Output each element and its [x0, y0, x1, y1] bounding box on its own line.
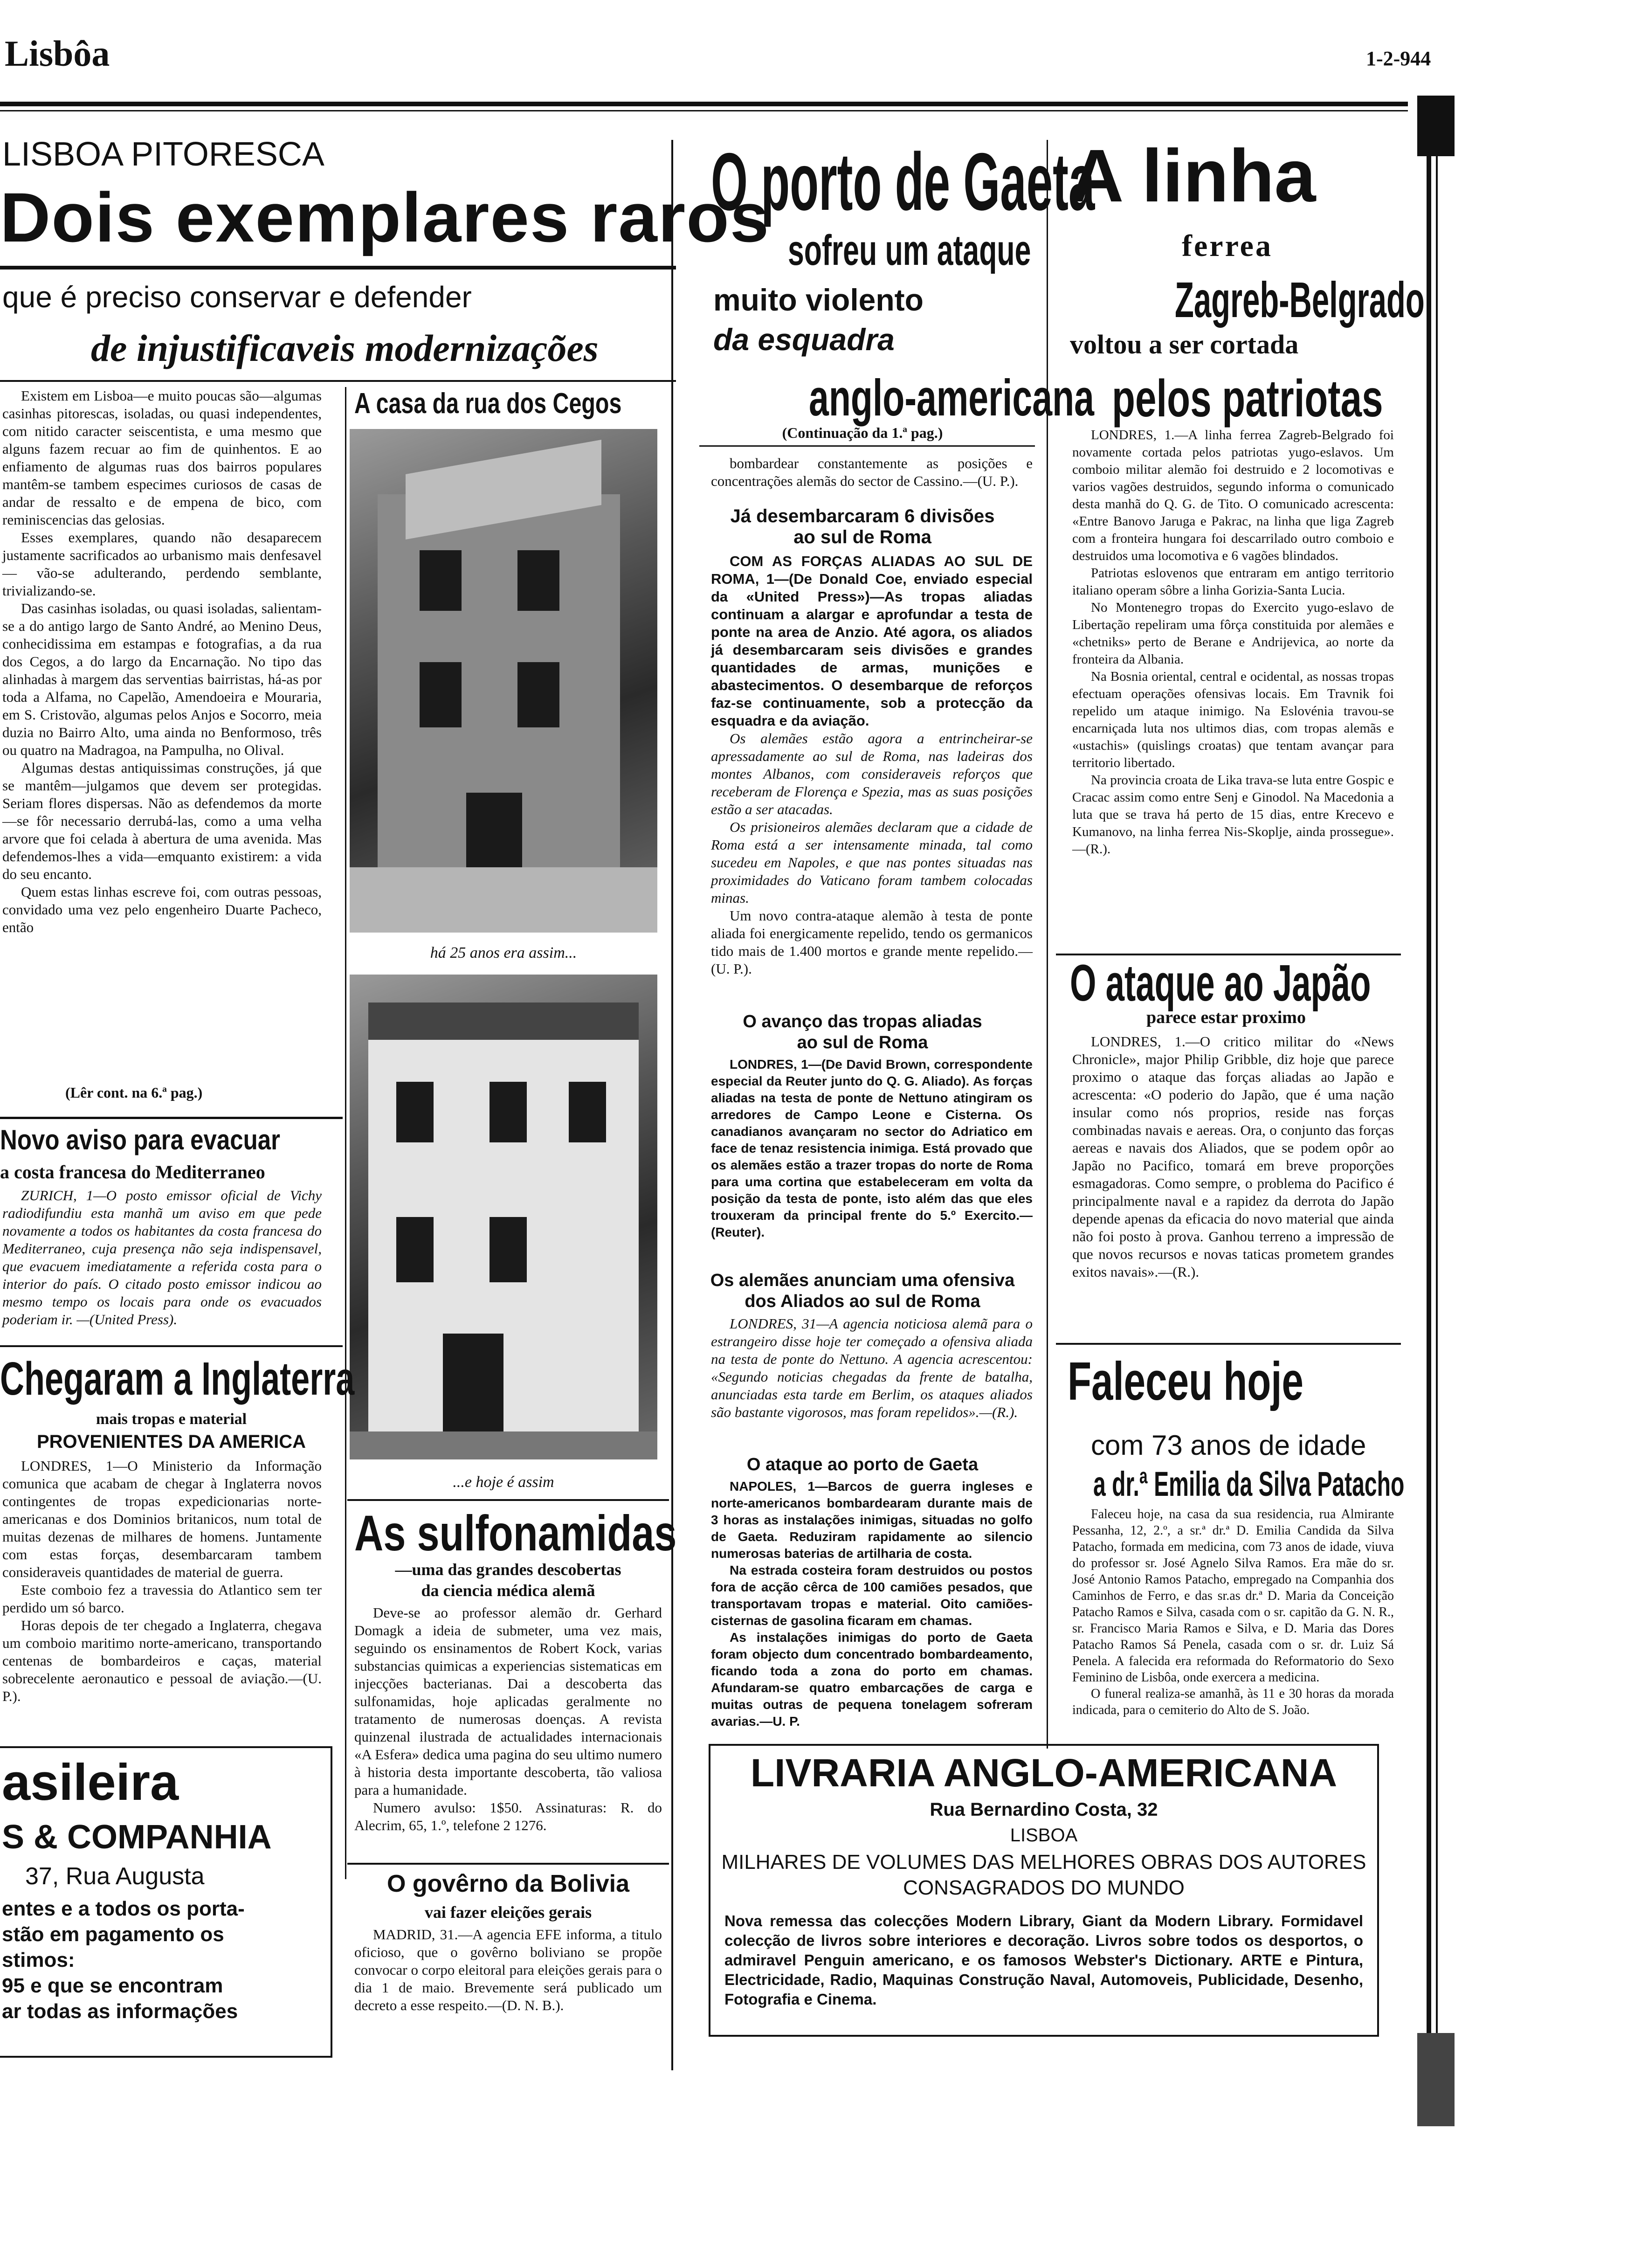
- gaeta-h-ofensiva2: dos Aliados ao sul de Roma: [745, 1292, 980, 1311]
- sulfonamidas-headline: As sulfonamidas: [354, 1505, 677, 1561]
- gaeta-divisoes-bold: COM AS FORÇAS ALIADAS AO SUL DE ROMA, 1—(De Donald Coe, enviado especial da «United Press»)—As tropas aliadas continuam a alargar e aprofundar a testa de ponte na area de Anzio. Até agora, os aliados já desembarcaram seis divisões e grandes quantidades de armas, munições e abastecimentos. O desembarque de reforços faz-se continuamente, sob a protecção da esquadra e da aviação.: [711, 553, 1033, 729]
- gaeta-divisoes-ital2: Os prisioneiros alemães declaram que a cidade de Roma está a ser intensamente minada, tal como sucedeu em Napoles, e que nas pontes situadas nas proximidades do Vaticano foram tambem colocadas minas.: [711, 819, 1033, 906]
- aviso-headline: Novo aviso para evacuar: [0, 1124, 280, 1155]
- linha-sub2: Zagreb-Belgrado: [1175, 271, 1425, 328]
- gaeta-divisoes-body: [711, 553, 1033, 977]
- sulfonamidas-body: [354, 1604, 662, 1837]
- bolivia-headline: O govêrno da Bolivia: [386, 1870, 630, 1897]
- linha-sub1: ferrea: [1182, 229, 1273, 263]
- livraria-address: Rua Bernardino Costa, 32: [930, 1799, 1158, 1820]
- bolivia-sub: vai fazer eleições gerais: [424, 1903, 592, 1922]
- livraria-tag2: CONSAGRADOS DO MUNDO: [903, 1876, 1185, 1899]
- ad-left-box: [0, 1746, 332, 2058]
- ad-left-line6: stimos:: [2, 1949, 75, 1971]
- gaeta-avanco-paragraph: LONDRES, 1—(De David Brown, correspondente especial da Reuter junto do Q. G. Aliado). As forças aliadas na testa de ponte de Nettuno atingiram os arredores de Campo Leone e Cisterna. Os canadianos avançaram no sector do Adriatico em face de tenaz resistencia inimiga. Está provado que os alemães estão a trazer tropas do norte de Roma para uma cortina que estabeleceram em volta da posição da testa de ponte, isto além das que eles trouxeram da principal frente do 5.º Exercito.—(Reuter).: [711, 1057, 1033, 1239]
- faleceu-paragraph: Faleceu hoje, na casa da sua residencia, rua Almirante Pessanha, 12, 2.º, a sr.ª dr.ª D. Emilia Candida da Silva Patacho, formada em medicina, com 73 anos de idade, viuva do professor sr. José Agnelo Silva Ramos. Era mãe do sr. José Antonio Ramos Patacho, empregado na Companhia dos Caminhos de Ferro, e das sr.as dr.ª D. Maria da Conceição Patacho Ramos e Silva, casada com o sr. capitão da G. N. R., sr. Francisco Maria Ramos e Silva, e D. Maria das Dores Patacho Ramos Sá Penela, casada com o sr. dr. Luiz Sá Penela. A falecida era reformada do Reformatorio do Sexo Feminino de Lisbôa, onde exercera a medicina.: [1072, 1507, 1394, 1685]
- ad-left-line5: stão em pagamento os: [2, 1923, 224, 1946]
- pitoresca-paragraph: Quem estas linhas escreve foi, com outras pessoas, convidado uma vez pelo engenheiro Duarte Pacheco, então: [2, 884, 322, 935]
- gaeta-porto-body: [711, 1478, 1033, 1758]
- masthead-date: 1-2-944: [1366, 47, 1431, 70]
- aviso-paragraph: ZURICH, 1—O posto emissor oficial de Vichy radiodifundiu esta manhã um aviso em que pede novamente a todos os habitantes da costa francesa do Mediterraneo, cuja presença não seja indispensavel, que evacuem imediatamente a referida costa para o interior do país. O citado posto emissor indicou ao mesmo tempo os locais para onde os evacuados poderiam ir. —(United Press).: [2, 1187, 322, 1328]
- livraria-name: LIVRARIA ANGLO-AMERICANA: [750, 1751, 1338, 1795]
- gaeta-avanco-body: [711, 1056, 1033, 1261]
- photo-caption-1: há 25 anos era assim...: [430, 944, 577, 961]
- pitoresca-end-rule: [0, 1117, 343, 1119]
- gaeta-sub1: sofreu um ataque: [788, 227, 1031, 274]
- gaeta-divisoes-end: Um novo contra-ataque alemão à testa de ponte aliada foi energicamente repelido, tendo os germanicos tido mais de 1.400 mortos e grande mente repelido.—(U. P.).: [711, 907, 1033, 977]
- livraria-text: Nova remessa das colecções Modern Library, Giant da Modern Library. Formidavel colecção de livros sobre interiores e decoração. Livros sobre todos os desportos, o admiravel Penguin americano, e os famosos Webster's Dictionary. ARTE e Pintura, Electricidade, Radio, Maquinas Construção Naval, Automoveis, Publicidade, Desenho, Fotografia e Cinema.: [724, 1912, 1363, 2008]
- ad-left-line8: ar todas as informações: [2, 2000, 238, 2023]
- sulfonamidas-price: Numero avulso: 1$50. Assinaturas: R. do Alecrim, 65, 1.º, telefone 2 1276.: [354, 1799, 662, 1833]
- pitoresca-deck1: que é preciso conservar e defender: [2, 280, 472, 314]
- masthead-rule-thin: [0, 110, 1408, 111]
- pitoresca-paragraph: Esses exemplares, quando não desaparecem justamente sacrificados ao urbanismo mais denfesavel — vão-se adulterando, perdendo semblante, trivializando-se.: [2, 529, 322, 599]
- linha-paragraph: Patriotas eslovenos que entraram em antigo territorio italiano operam sôbre a linha Gorizia-Santa Lucia.: [1072, 566, 1394, 598]
- livraria-ad-box: [709, 1744, 1379, 2037]
- sulfonamidas-sub1: —uma das grandes descobertas: [395, 1560, 621, 1579]
- photo-caption-2: ...e hoje é assim: [453, 1473, 554, 1491]
- photo-old-house: [350, 429, 657, 933]
- pitoresca-paragraph: Das casinhas isoladas, ou quasi isoladas, salientam-se a do antigo largo de Santo André, ao Menino Deus, conhecidissima em estampas e fotografias, a da rua dos Cegos, a do largo da Encarnação. No tipo das alinhadas à margem das serventias bairristas, há-as por toda a Alfama, no Capelão, Amendoeira e Mouraria, em S. Cristovão, algumas pelos Anjos e Socorro, meia duzia no Bairro Alto, uma ainda no Benformoso, três ou quatro na Madragoa, na Pampulha, no Olival.: [2, 600, 322, 758]
- ad-left-line7: 95 e que se encontram: [2, 1974, 223, 1997]
- gaeta-porto-paragraph: Na estrada costeira foram destruidos ou postos fora de acção cêrca de 100 camiões pesados, que transportavam tropas e material. Oito camiões-cisternas de gasolina ficaram em chamas.: [711, 1563, 1033, 1628]
- gaeta-cont-rule: [699, 445, 1035, 447]
- sulfonamidas-sub2: da ciencia médica alemã: [421, 1581, 595, 1600]
- bolivia-body: [354, 1926, 662, 2047]
- gaeta-lead: [711, 455, 1033, 489]
- photos-title: A casa da rua dos Cegos: [354, 387, 622, 420]
- pitoresca-kicker: LISBOA PITORESCA: [2, 136, 324, 173]
- pitoresca-headline: Dois exemplares raros: [0, 178, 770, 256]
- gaeta-h-divisoes: Já desembarcaram 6 divisões: [730, 506, 995, 526]
- japao-paragraph: LONDRES, 1.—O critico militar do «News Chronicle», major Philip Gribble, diz hoje que parece proximo o ataque das forças aliadas ao Japão e acrescenta: «O poderio do Japão, que é uma nação insular como nós proprios, reside nas forças combinadas navais e aereas. Ora, o conjunto das forças aereas e navais dos Aliados, que se podem opôr ao Japão no Pacifico, tomará em breve proporções esmagadoras. Como sempre, o problema do Pacifico é principalmente naval e a rapidez da derrota do Japão depende apenas da eficacia do novo material que ainda não foi posto à prova. Ganhou terreno a impressão de que novos recursos e novas taticas prometem grandes exitos navais».—(R.).: [1072, 1033, 1394, 1280]
- gaeta-ofensiva-body: [711, 1315, 1033, 1455]
- ad-left-line4: entes e a todos os porta-: [2, 1897, 245, 1920]
- faleceu-paragraph: O funeral realiza-se amanhã, às 11 e 30 horas da morada indicada, para o cemiterio do Alto de S. João.: [1072, 1687, 1394, 1717]
- inglaterra-paragraph: Horas depois de ter chegado a Inglaterra, chegava um comboio maritimo norte-americano, transportando centenas de bombardeiros e caças, material sobrecelente aeronautico e pessoal de aviação.—(U. P.).: [2, 1617, 322, 1704]
- livraria-city: LISBOA: [1010, 1825, 1078, 1846]
- gaeta-sub2: muito violento: [713, 283, 924, 317]
- sulfonamidas-end-rule: [347, 1863, 669, 1865]
- inglaterra-body: [2, 1457, 322, 1746]
- japao-headline: O ataque ao Japão: [1070, 954, 1371, 1012]
- pitoresca-deck2: de injustificaveis modernizações: [91, 327, 599, 369]
- column-rule-1: [345, 387, 346, 1879]
- margin-block-bottom: [1417, 2033, 1455, 2126]
- masthead-rule: [0, 102, 1408, 106]
- pitoresca-body: [2, 387, 322, 1035]
- sulfonamidas-paragraph: Deve-se ao professor alemão dr. Gerhard Domagk a ideia de submeter, uma vez mais, seguindo os ensinamentos de Robert Kock, varias substancias quimicas a experiencias sistematicas em injecções bacterianas. Dai a descoberta das sulfonamidas, hoje aplicadas geralmente no tratamento de numerosas doenças. A revista quinzenal ilustrada de actualidades internacionais «A Esfera» dedica uma pagina do seu ultimo numero à historia desta importante descoberta, tão valiosa para a humanidade.: [354, 1604, 662, 1798]
- inglaterra-paragraph: Este comboio fez a travessia do Atlantico sem ter perdido um só barco.: [2, 1582, 322, 1616]
- faleceu-sub2: a dr.ª Emilia da Silva Patacho: [1093, 1465, 1405, 1503]
- margin-rule: [1427, 140, 1431, 2075]
- japao-end-rule: [1056, 1343, 1401, 1345]
- inglaterra-sub2: PROVENIENTES DA AMERICA: [36, 1431, 306, 1452]
- gaeta-h-ofensiva: Os alemães anunciam uma ofensiva: [710, 1271, 1015, 1290]
- gaeta-h-porto: O ataque ao porto de Gaeta: [746, 1455, 979, 1474]
- faleceu-sub1: com 73 anos de idade: [1091, 1430, 1366, 1461]
- linha-sub3: voltou a ser cortada: [1070, 329, 1299, 360]
- japao-body: [1072, 1033, 1394, 1341]
- aviso-body: [2, 1187, 322, 1341]
- bolivia-paragraph: MADRID, 31.—A agencia EFE informa, a titulo oficioso, que o govêrno boliviano se propõe convocar o corpo eleitoral para eleições gerais para o dia 1 de maio. Brevemente será publicado um decreto a esse respeito.—(D. N. B.).: [354, 1926, 662, 2013]
- gaeta-h-avanco: O avanço das tropas aliadas: [743, 1012, 982, 1031]
- linha-paragraph: LONDRES, 1.—A linha ferrea Zagreb-Belgrado foi novamente cortada pelos patriotas yugo-eslavos. Um comboio militar alemão foi destruido e 2 locomotivas e varios vagões destruidos, segundo informa o comunicado desta manhã do Q. G. de Tito. O comunicado acrescenta: «Entre Banovo Jaruga e Pakrac, na linha que liga Zagreb com a fronteira hungara foi descarrilado outro comboio e destruidos uma locomotiva e 6 vagões blindados.: [1072, 428, 1394, 563]
- linha-paragraph: Na provincia croata de Lika trava-se luta entre Gospic e Cracac assim como entre Senj e Ginodol. Na Macedonia a luta que se trava há perto de 15 dias, entre Krecevo e Kumanovo, na linha ferrea Nis-Skoplje, ainda prossegue».—(R.).: [1072, 773, 1394, 857]
- gaeta-lead-paragraph: bombardear constantemente as posições e concentrações alemãs do sector de Cassino.—(U. P.).: [711, 455, 1033, 489]
- inglaterra-paragraph: LONDRES, 1—O Ministerio da Informação comunica que acabam de chegar à Inglaterra novos contingentes de tropas expedicionarias norte-americanas e dos Dominios britanicos, num total de muitas dezenas de milhares de homens. Juntamente com estas forças, desembarcaram tambem consideraveis quantidades de material de guerra.: [2, 1458, 322, 1580]
- gaeta-sub4: anglo-americana: [809, 369, 1094, 427]
- gaeta-divisoes-ital: Os alemães estão agora a entrincheirar-se apressadamente ao sul de Roma, nas ladeiras dos montes Albanos, com consideraveis reforços que receberam de Florença e Spezia, mas as suas posições estão a ser atacadas.: [711, 730, 1033, 817]
- linha-paragraph: Na Bosnia oriental, central e ocidental, as nossas tropas efectuam operações ofensivas locais. Em Travnik foi repelido um ataque inimigo. Na Eslovénia travou-se encarniçada luta nos ultimos dias, com tropas alemãs e «ustachis» (quislings croatas) que tentam avançar para territorio libertado.: [1072, 669, 1394, 770]
- gaeta-ofensiva-paragraph: LONDRES, 31—A agencia noticiosa alemã para o estrangeiro disse hoje ter começado a ofensiva aliada na testa de ponte do Nettuno. A agencia acrescentou: «Segundo noticias chegadas da frente de batalha, anunciadas esta tarde em Berlim, os ataques aliados são bastante vigorosos, mas foram repelidos».—(R.).: [711, 1315, 1033, 1420]
- pitoresca-paragraph: Existem em Lisboa—e muito poucas são—algumas casinhas pitorescas, isoladas, ou quasi independentes, com nitido caracter seiscentista, e uma mesmo que alguns fazem recuar ao fim de quinhentos. E ao enfiamento de algumas ruas dos bairros populares mantêm-se tambem especimes curiosos de casas de andar de ressalto e de empena de bico, com reminiscencias das gelosias.: [2, 387, 322, 528]
- pitoresca-headline-rule: [0, 266, 676, 270]
- faleceu-headline: Faleceu hoje: [1068, 1351, 1303, 1411]
- ad-left-line1: asileira: [2, 1754, 179, 1811]
- gaeta-porto-paragraph: As instalações inimigas do porto de Gaeta foram objecto dum concentrado bombardeamento, ficando toda a zona do porto em chamas. Afundaram-se quatro embarcações de carga e muitas outras de pequena tonelagem sofreram avarias.—U. P.: [711, 1630, 1033, 1729]
- photos-end-rule: [347, 1499, 669, 1501]
- aviso-sub: a costa francesa do Mediterraneo: [0, 1162, 265, 1182]
- pitoresca-deck-rule: [0, 380, 676, 382]
- linha-paragraph: No Montenegro tropas do Exercito yugo-eslavo de Libertação repeliram uma fôrça constituida por alemães e «chetniks» perto de Berane e Andrijevica, ao norte da fronteira da Albania.: [1072, 600, 1394, 667]
- ad-left-line2: S & COMPANHIA: [2, 1819, 272, 1856]
- linha-headline: A linha: [1070, 134, 1316, 217]
- linha-sub4: pelos patriotas: [1112, 369, 1383, 428]
- gaeta-porto-paragraph: NAPOLES, 1—Barcos de guerra ingleses e norte-americanos bombardearam durante mais de 3 horas as instalações inimigas, situadas no golfo de Gaeta. Reduziram rapidamente ao silencio numerosas baterias de artilharia de costa.: [711, 1479, 1033, 1561]
- gaeta-h-divisoes2: ao sul de Roma: [793, 527, 931, 547]
- japao-sub: parece estar proximo: [1146, 1008, 1306, 1027]
- gaeta-headline: O porto de Gaeta: [711, 137, 1095, 228]
- gaeta-cont: (Continuação da 1.ª pag.): [782, 424, 943, 441]
- inglaterra-headline: Chegaram a Inglaterra: [0, 1353, 355, 1405]
- livraria-tag1: MILHARES DE VOLUMES DAS MELHORES OBRAS DOS AUTORES: [721, 1851, 1366, 1874]
- aviso-end-rule: [0, 1345, 343, 1347]
- inglaterra-sub1: mais tropas e material: [96, 1411, 247, 1428]
- margin-rule-thin: [1436, 140, 1438, 2075]
- column-rule-2: [671, 140, 673, 2070]
- ad-left-line3: 37, Rua Augusta: [25, 1863, 205, 1890]
- pitoresca-paragraph: Algumas destas antiquissimas construções, já que se mantêm—julgamos que devem ser protegidas. Seriam flores dispersas. Não as defendemos da morte—se fôr necessario derrubá-las, como a uma velha arvore que foi celada à abertura de uma avenida. Mas defendemos-lhes a vida—emquanto existirem: a vida do seu encanto.: [2, 760, 322, 882]
- pitoresca-continued: (Lêr cont. na 6.ª pag.): [65, 1084, 203, 1101]
- photo-new-house: [350, 975, 657, 1459]
- faleceu-body: [1072, 1506, 1394, 1730]
- masthead-city: Lisbôa: [5, 33, 110, 74]
- gaeta-sub3: da esquadra: [713, 322, 895, 357]
- gaeta-h-avanco2: ao sul de Roma: [797, 1033, 928, 1052]
- linha-body: [1072, 427, 1394, 954]
